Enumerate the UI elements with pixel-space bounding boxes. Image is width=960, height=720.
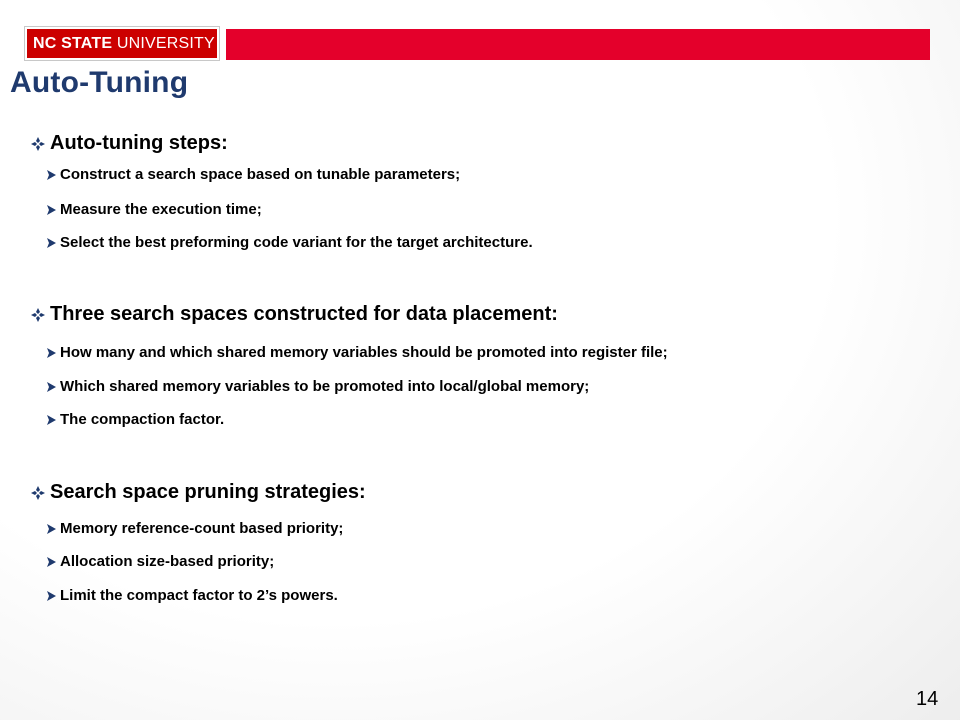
nc-state-logo <box>25 27 219 60</box>
arrow-bullet-icon <box>46 169 57 181</box>
list-item-text: How many and which shared memory variables should be promoted into register file; <box>60 344 668 361</box>
list-item-text: Select the best preforming code variant for the target architecture. <box>60 234 533 251</box>
list-item-text: Memory reference-count based priority; <box>60 520 344 537</box>
section-heading <box>30 132 228 155</box>
arrow-bullet-icon <box>46 381 57 393</box>
page-number: 14 <box>916 688 939 710</box>
list-item <box>46 587 338 604</box>
section-heading-text: Auto-tuning steps: <box>50 132 228 154</box>
arrow-bullet-icon <box>46 523 57 535</box>
list-item-text: Allocation size-based priority; <box>60 553 275 570</box>
arrow-bullet-icon <box>46 204 57 216</box>
list-item-text: Construct a search space based on tunable parameters; <box>60 166 461 183</box>
list-item <box>46 201 262 218</box>
diamond-bullet-icon <box>30 136 46 152</box>
section-heading-text: Three search spaces constructed for data placement: <box>50 303 558 325</box>
list-item-text: Measure the execution time; <box>60 201 262 218</box>
list-item <box>46 166 460 183</box>
diamond-bullet-icon <box>30 307 46 323</box>
header-red-band <box>226 29 930 60</box>
arrow-bullet-icon <box>46 556 57 568</box>
list-item-text: Which shared memory variables to be promoted into local/global memory; <box>60 378 590 395</box>
arrow-bullet-icon <box>46 414 57 426</box>
section-search-spaces <box>30 303 558 326</box>
logo-bold-text: NC STATE <box>33 35 113 52</box>
header-bar <box>25 27 930 60</box>
section-heading <box>30 481 366 504</box>
arrow-bullet-icon <box>46 237 57 249</box>
list-item <box>46 553 274 570</box>
list-item <box>46 378 589 395</box>
arrow-bullet-icon <box>46 590 57 602</box>
list-item <box>46 520 343 537</box>
section-heading <box>30 303 558 326</box>
section-heading-text: Search space pruning strategies: <box>50 481 366 503</box>
slide-title: Auto-Tuning <box>10 66 189 99</box>
section-auto-tuning-steps <box>30 132 228 155</box>
list-item-text: Limit the compact factor to 2’s powers. <box>60 587 338 604</box>
section-pruning-strategies <box>30 481 366 504</box>
list-item <box>46 411 224 428</box>
list-item-text: The compaction factor. <box>60 411 225 428</box>
list-item <box>46 344 668 361</box>
logo-light-text: UNIVERSITY <box>116 35 215 52</box>
list-item <box>46 234 533 251</box>
logo-text <box>33 35 215 53</box>
arrow-bullet-icon <box>46 347 57 359</box>
diamond-bullet-icon <box>30 485 46 501</box>
